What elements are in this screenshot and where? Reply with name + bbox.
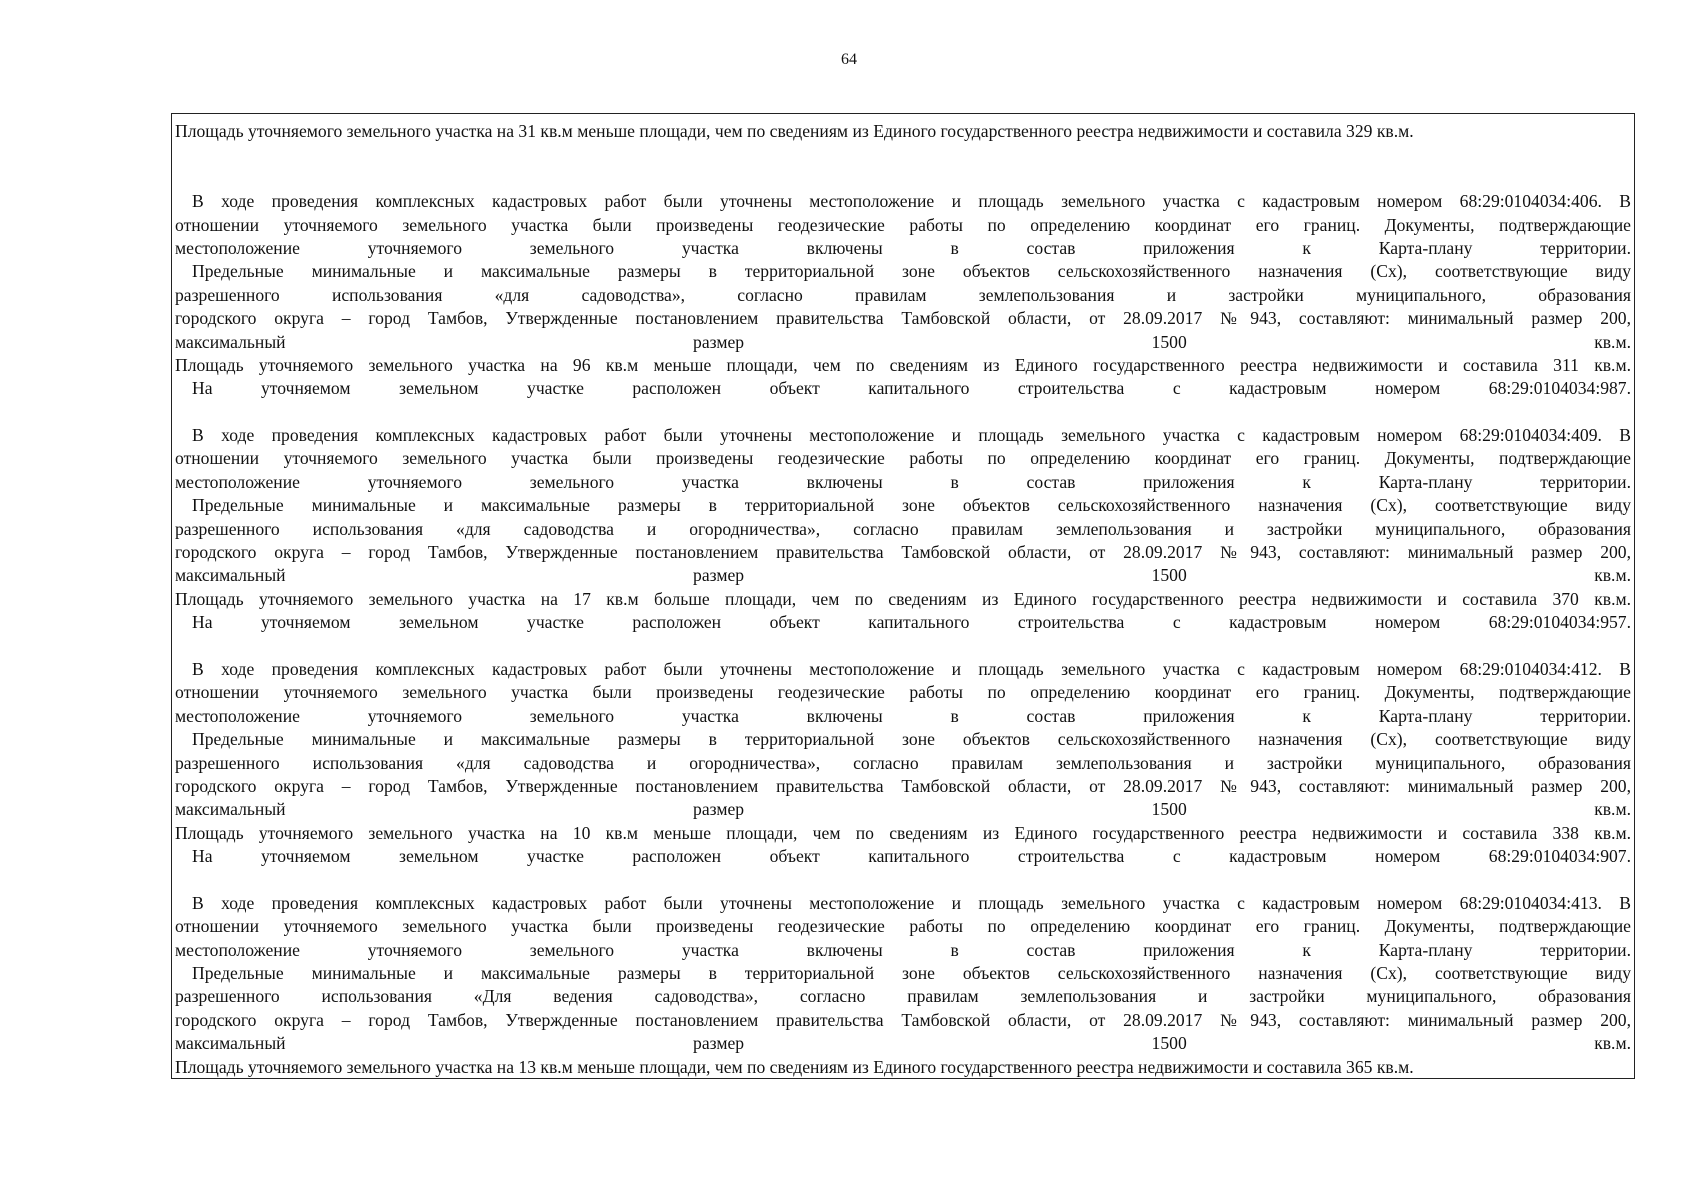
parcel-block-406 xyxy=(175,190,1631,401)
block-line: Предельные минимальные и максимальные размеры в территориальной зоне объектов сельскохозяйственного назначения (Сх), соответствующие виду xyxy=(192,963,1631,984)
block-line: отношении уточняемого земельного участка были произведены геодезические работы по определению координат его границ. Документы, подтверждающие xyxy=(175,448,1631,469)
block-line: разрешенного использования «для садоводства», согласно правилам землепользования и застройки муниципального, образования xyxy=(175,284,1631,305)
block-line: отношении уточняемого земельного участка были произведены геодезические работы по определению координат его границ. Документы, подтверждающие xyxy=(175,916,1631,937)
block-line: местоположение уточняемого земельного участка включены в состав приложения к Карта-плану территории. xyxy=(175,237,1631,258)
block-line: разрешенного использования «для садоводства и огородничества», согласно правилам землепользования и застройки муниципального, образования xyxy=(175,518,1631,539)
block-line: В ходе проведения комплексных кадастровых работ были уточнены местоположение и площадь земельного участка с кадастровым номером 68:29:0104034:409. В xyxy=(192,425,1631,446)
block-line: разрешенного использования «Для ведения садоводства», согласно правилам землепользования и застройки муниципального, образования xyxy=(175,986,1631,1007)
top-area-line: Площадь уточняемого земельного участка на 31 кв.м меньше площади, чем по сведениям из Единого государственного реестра недвижимости и составила 329 кв.м. xyxy=(175,121,1414,141)
block-line: Площадь уточняемого земельного участка на 17 кв.м больше площади, чем по сведениям из Единого государственного реестра недвижимости и составила 370 кв.м. xyxy=(175,588,1631,609)
block-line: В ходе проведения комплексных кадастровых работ были уточнены местоположение и площадь земельного участка с кадастровым номером 68:29:0104034:406. В xyxy=(192,191,1631,212)
block-line: максимальный размер 1500 кв.м. xyxy=(175,799,1631,820)
block-line: максимальный размер 1500 кв.м. xyxy=(175,565,1631,586)
spacer xyxy=(175,869,1631,892)
block-line: городского округа – город Тамбов, Утвержденные постановлением правительства Тамбовской области, от 28.09.2017 №943, составляют: минимальный размер 200, xyxy=(175,1009,1631,1030)
block-line: В ходе проведения комплексных кадастровых работ были уточнены местоположение и площадь земельного участка с кадастровым номером 68:29:0104034:413. В xyxy=(192,892,1631,913)
spacer xyxy=(175,143,1631,190)
block-line: местоположение уточняемого земельного участка включены в состав приложения к Карта-плану территории. xyxy=(175,939,1631,960)
block-line: максимальный размер 1500 кв.м. xyxy=(175,331,1631,352)
block-line: Площадь уточняемого земельного участка на 13 кв.м меньше площади, чем по сведениям из Единого государственного реестра недвижимости и составила 365 кв.м. xyxy=(175,1056,1414,1077)
block-line: Предельные минимальные и максимальные размеры в территориальной зоне объектов сельскохозяйственного назначения (Сх), соответствующие виду xyxy=(192,495,1631,516)
frame-content xyxy=(175,120,1631,1079)
block-line: городского округа – город Тамбов, Утвержденные постановлением правительства Тамбовской области, от 28.09.2017 №943, составляют: минимальный размер 200, xyxy=(175,542,1631,563)
spacer xyxy=(175,635,1631,658)
block-line: городского округа – город Тамбов, Утвержденные постановлением правительства Тамбовской области, от 28.09.2017 №943, составляют: минимальный размер 200, xyxy=(175,775,1631,796)
block-line: Предельные минимальные и максимальные размеры в территориальной зоне объектов сельскохозяйственного назначения (Сх), соответствующие виду xyxy=(192,261,1631,282)
block-line: На уточняемом земельном участке расположен объект капитального строительства с кадастровым номером 68:29:0104034:987. xyxy=(192,378,1631,399)
document-frame xyxy=(171,113,1635,1079)
block-line: Площадь уточняемого земельного участка на 96 кв.м меньше площади, чем по сведениям из Единого государственного реестра недвижимости и составила 311 кв.м. xyxy=(175,354,1631,375)
parcel-block-412 xyxy=(175,658,1631,869)
block-line: максимальный размер 1500 кв.м. xyxy=(175,1033,1631,1054)
block-line: местоположение уточняемого земельного участка включены в состав приложения к Карта-плану территории. xyxy=(175,705,1631,726)
parcel-block-409 xyxy=(175,424,1631,635)
block-line: Предельные минимальные и максимальные размеры в территориальной зоне объектов сельскохозяйственного назначения (Сх), соответствующие виду xyxy=(192,729,1631,750)
block-line: отношении уточняемого земельного участка были произведены геодезические работы по определению координат его границ. Документы, подтверждающие xyxy=(175,682,1631,703)
spacer xyxy=(175,401,1631,424)
block-line: разрешенного использования «для садоводства и огородничества», согласно правилам землепользования и застройки муниципального, образования xyxy=(175,752,1631,773)
block-line: На уточняемом земельном участке расположен объект капитального строительства с кадастровым номером 68:29:0104034:957. xyxy=(192,612,1631,633)
block-line: Площадь уточняемого земельного участка на 10 кв.м меньше площади, чем по сведениям из Единого государственного реестра недвижимости и составила 338 кв.м. xyxy=(175,822,1631,843)
block-line: местоположение уточняемого земельного участка включены в состав приложения к Карта-плану территории. xyxy=(175,471,1631,492)
block-line: В ходе проведения комплексных кадастровых работ были уточнены местоположение и площадь земельного участка с кадастровым номером 68:29:0104034:412. В xyxy=(192,659,1631,679)
block-line: На уточняемом земельном участке расположен объект капитального строительства с кадастровым номером 68:29:0104034:907. xyxy=(192,846,1631,867)
block-line: отношении уточняемого земельного участка были произведены геодезические работы по определению координат его границ. Документы, подтверждающие xyxy=(175,214,1631,235)
parcel-block-413 xyxy=(175,892,1631,1079)
block-line: городского округа – город Тамбов, Утвержденные постановлением правительства Тамбовской области, от 28.09.2017 №943, составляют: минимальный размер 200, xyxy=(175,308,1631,329)
page-number: 64 xyxy=(841,51,857,68)
